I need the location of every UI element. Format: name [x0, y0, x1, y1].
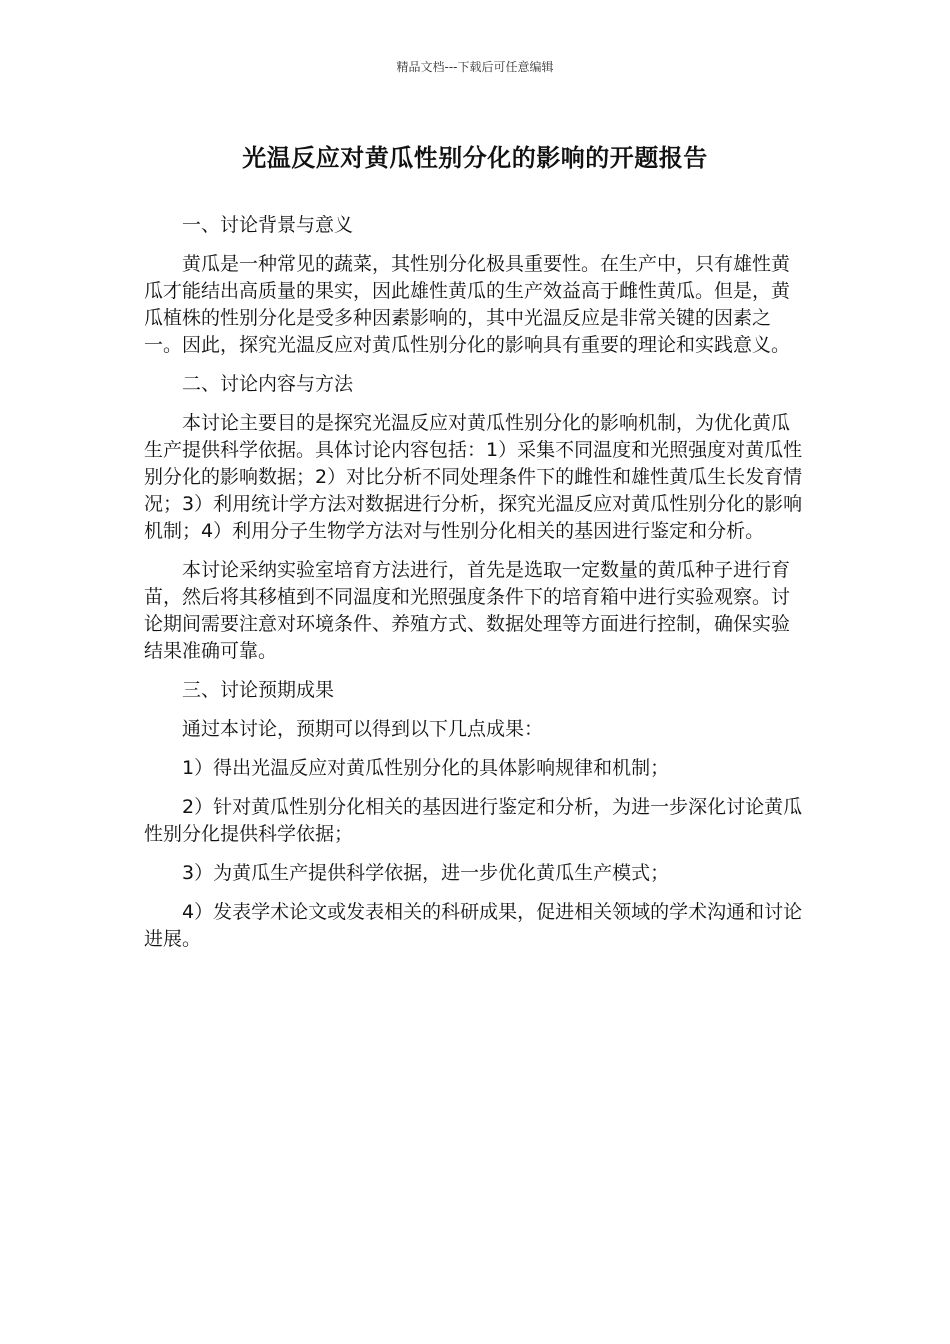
section-heading-methods: 二、讨论内容与方法: [182, 373, 354, 395]
paragraph-methods-content: 本讨论主要目的是探究光温反应对黄瓜性别分化的影响机制，为优化黄瓜生产提供科学依据。具体讨论内容包括：1）采集不同温度和光照强度对黄瓜性别分化的影响数据；2）对比分析不同处理条件下的雌性和雄性黄瓜生长发育情况；3）利用统计学方法对数据进行分析，探究光温反应对黄瓜性别分化的影响机制；4）利用分子生物学方法对与性别分化相关的基因进行鉴定和分析。: [144, 412, 803, 542]
paragraph-background: 黄瓜是一种常见的蔬菜，其性别分化极具重要性。在生产中，只有雄性黄瓜才能结出高质量的果实，因此雄性黄瓜的生产效益高于雌性黄瓜。但是，黄瓜植株的性别分化是受多种因素影响的，其中光温反应是非常关键的因素之一。因此，探究光温反应对黄瓜性别分化的影响具有重要的理论和实践意义。: [144, 253, 791, 356]
document-body: [144, 212, 806, 965]
list-item-outcome: 3）为黄瓜生产提供科学依据，进一步优化黄瓜生产模式；: [182, 862, 670, 884]
list-item-outcome: 4）发表学术论文或发表相关的科研成果，促进相关领域的学术沟通和讨论进展。: [144, 901, 803, 950]
section-heading-outcomes: 三、讨论预期成果: [182, 679, 335, 701]
page-header-watermark: 精品文档---下载后可任意编辑: [396, 60, 554, 74]
section-heading-background: 一、讨论背景与意义: [182, 214, 354, 236]
paragraph-outcomes-intro: 通过本讨论，预期可以得到以下几点成果：: [182, 718, 544, 740]
paragraph-methods-procedure: 本讨论采纳实验室培育方法进行，首先是选取一定数量的黄瓜种子进行育苗，然后将其移植到不同温度和光照强度条件下的培育箱中进行实验观察。讨论期间需要注意对环境条件、养殖方式、数据处理等方面进行控制，确保实验结果准确可靠。: [144, 559, 791, 662]
list-item-outcome: 1）得出光温反应对黄瓜性别分化的具体影响规律和机制；: [182, 757, 670, 779]
document-title: 光温反应对黄瓜性别分化的影响的开题报告: [242, 144, 708, 172]
list-item-outcome: 2）针对黄瓜性别分化相关的基因进行鉴定和分析，为进一步深化讨论黄瓜性别分化提供科学依据；: [144, 796, 803, 845]
